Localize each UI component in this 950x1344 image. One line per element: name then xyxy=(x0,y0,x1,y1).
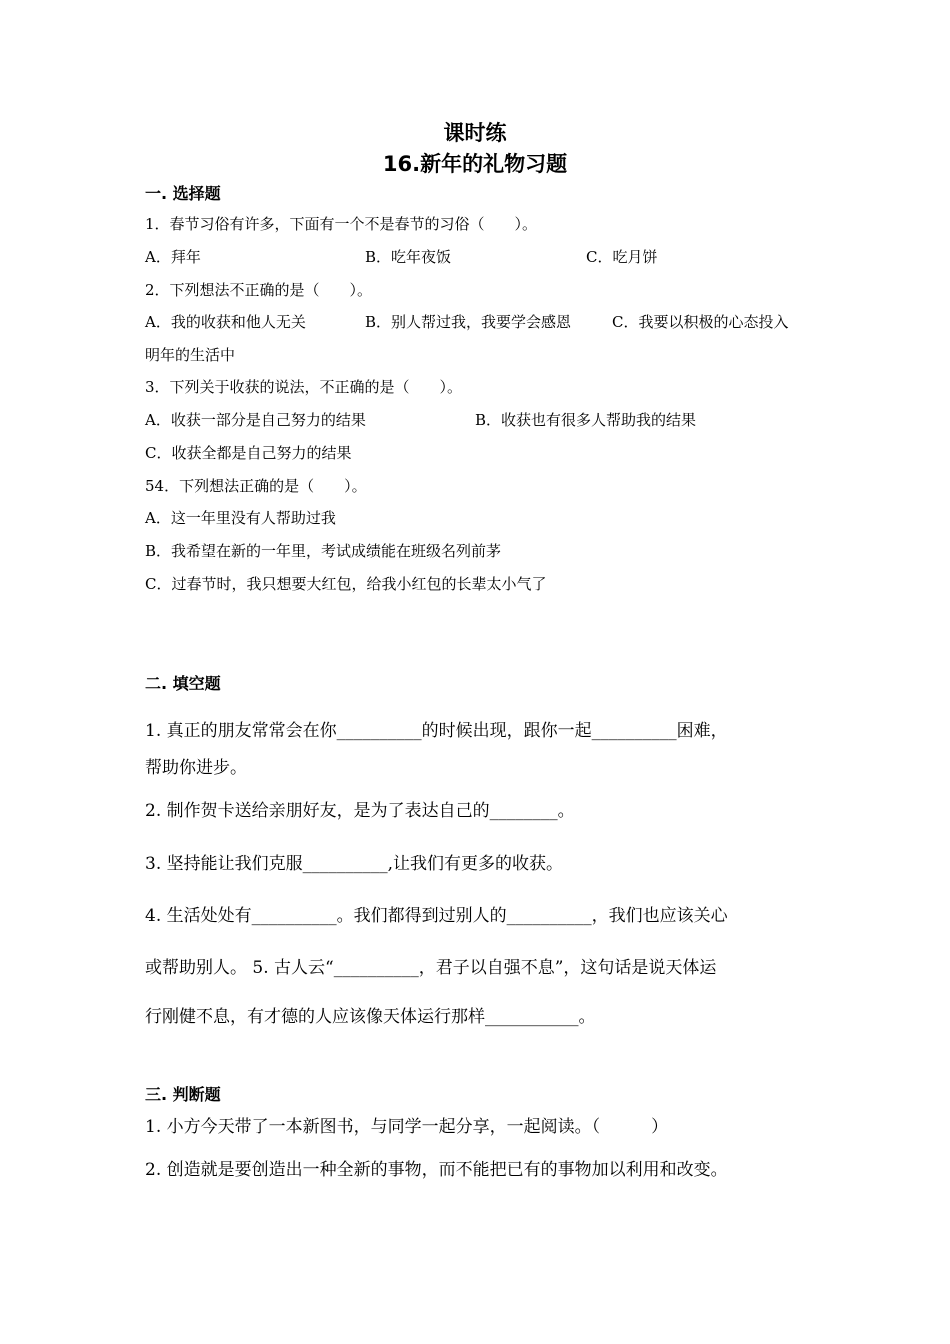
fill-line-1: 1. 真正的朋友常常会在你__________的时候出现，跟你一起__________困难， xyxy=(145,721,728,741)
question-1-option-a: A．拜年 xyxy=(145,248,201,266)
question-2-option-a: A．我的收获和他人无关 xyxy=(145,313,306,331)
fill-line-2: 帮助你进步。 xyxy=(145,758,247,778)
question-4-option-b: B．我希望在新的一年里，考试成绩能在班级名列前茅 xyxy=(145,542,502,560)
question-3-option-a: A．收获一部分是自己努力的结果 xyxy=(145,411,366,429)
judge-line-1: 1. 小方今天带了一本新图书，与同学一起分享，一起阅读。（ ） xyxy=(145,1117,669,1137)
question-4-option-c: C．过春节时，我只想要大红包，给我小红包的长辈太小气了 xyxy=(145,575,547,593)
section-heading-choice: 一. 选择题 xyxy=(145,184,221,203)
question-4-option-a: A．这一年里没有人帮助过我 xyxy=(145,509,336,527)
fill-line-7: 行刚健不息，有才德的人应该像天体运行那样___________。 xyxy=(145,1007,596,1027)
question-1-option-b: B．吃年夜饭 xyxy=(365,248,452,266)
question-2-option-b: B．别人帮过我，我要学会感恩 xyxy=(365,313,572,331)
question-3-stem: 3．下列关于收获的说法，不正确的是（ ）。 xyxy=(145,378,463,396)
section-heading-fill-blank: 二. 填空题 xyxy=(145,674,221,693)
question-1-option-c: C．吃月饼 xyxy=(586,248,658,266)
judge-line-2: 2. 创造就是要创造出一种全新的事物，而不能把已有的事物加以利用和改变。 xyxy=(145,1160,728,1180)
question-4-stem: 54．下列想法正确的是（ ）。 xyxy=(145,477,367,495)
section-heading-true-false: 三. 判断题 xyxy=(145,1085,221,1104)
fill-line-3: 2. 制作贺卡送给亲朋好友，是为了表达自己的________。 xyxy=(145,801,575,821)
fill-line-4: 3. 坚持能让我们克服__________,让我们有更多的收获。 xyxy=(145,854,564,874)
question-3-option-c: C．收获全都是自己努力的结果 xyxy=(145,444,352,462)
question-1-stem: 1．春节习俗有许多，下面有一个不是春节的习俗（ ）。 xyxy=(145,215,538,233)
question-2-option-c: C．我要以积极的心态投入 xyxy=(612,313,789,331)
fill-line-6: 或帮助别人。 5. 古人云“__________，君子以自强不息”，这句话是说天体运 xyxy=(145,958,717,978)
question-2-option-c-continued: 明年的生活中 xyxy=(145,346,236,364)
fill-line-5: 4. 生活处处有__________。我们都得到过别人的__________，我们也应该关心 xyxy=(145,906,728,926)
question-3-option-b: B．收获也有很多人帮助我的结果 xyxy=(475,411,697,429)
page-subtitle: 16.新年的礼物习题 xyxy=(382,152,568,176)
page-title: 课时练 xyxy=(443,121,507,145)
question-2-stem: 2．下列想法不正确的是（ ）。 xyxy=(145,281,373,299)
